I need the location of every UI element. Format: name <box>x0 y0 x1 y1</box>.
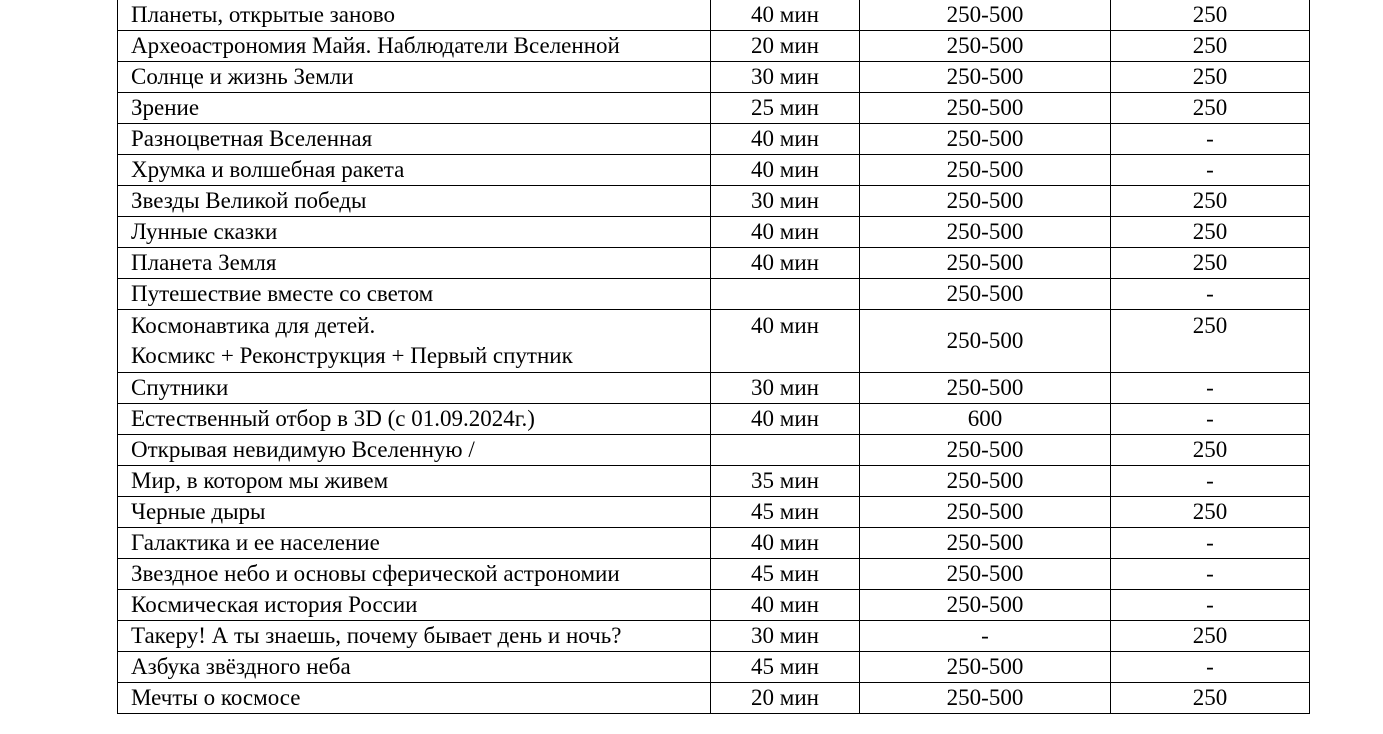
table-row <box>118 621 1310 652</box>
program-extra-price: 250 <box>1111 186 1310 217</box>
program-title: Такеру! А ты знаешь, почему бывает день и ночь? <box>118 621 711 652</box>
program-duration <box>711 435 860 466</box>
program-title: Звезды Великой победы <box>118 186 711 217</box>
table-row <box>118 62 1310 93</box>
program-title: Путешествие вместе со светом <box>118 279 711 310</box>
program-title: Естественный отбор в 3D (с 01.09.2024г.) <box>118 404 711 435</box>
table-row <box>118 93 1310 124</box>
program-extra-price: 250 <box>1111 621 1310 652</box>
program-extra-price: - <box>1111 155 1310 186</box>
program-extra-price: 250 <box>1111 683 1310 714</box>
program-extra-price: 250 <box>1111 93 1310 124</box>
program-price: 250-500 <box>860 155 1111 186</box>
program-price: 250-500 <box>860 559 1111 590</box>
program-title-line: Космикс + Реконструкция + Первый спутник <box>131 343 573 368</box>
program-title: Археоастрономия Майя. Наблюдатели Вселенной <box>118 31 711 62</box>
program-duration: 30 мин <box>711 186 860 217</box>
program-price: 250-500 <box>860 279 1111 310</box>
program-title: Звездное небо и основы сферической астрономии <box>118 559 711 590</box>
table-row <box>118 0 1310 31</box>
program-extra-price: 250 <box>1111 0 1310 31</box>
program-price: 250-500 <box>860 93 1111 124</box>
program-price: 250-500 <box>860 62 1111 93</box>
program-title: Мечты о космосе <box>118 683 711 714</box>
program-title: Мир, в котором мы живем <box>118 466 711 497</box>
program-duration: 30 мин <box>711 62 860 93</box>
table-row <box>118 248 1310 279</box>
program-duration <box>711 279 860 310</box>
table-row <box>118 528 1310 559</box>
program-extra-price: 250 <box>1111 31 1310 62</box>
program-duration: 40 мин <box>711 590 860 621</box>
program-extra-price: - <box>1111 559 1310 590</box>
table-row <box>118 31 1310 62</box>
program-duration: 40 мин <box>711 310 860 373</box>
program-duration: 45 мин <box>711 559 860 590</box>
program-price: 250-500 <box>860 466 1111 497</box>
program-title: Планета Земля <box>118 248 711 279</box>
table-row <box>118 155 1310 186</box>
program-price: 250-500 <box>860 683 1111 714</box>
program-extra-price: 250 <box>1111 248 1310 279</box>
program-extra-price: - <box>1111 590 1310 621</box>
program-schedule-table <box>117 0 1310 714</box>
table-row <box>118 652 1310 683</box>
program-price: 250-500 <box>860 497 1111 528</box>
program-title: Спутники <box>118 373 711 404</box>
program-price: 250-500 <box>860 590 1111 621</box>
program-title: Зрение <box>118 93 711 124</box>
program-title: Галактика и ее население <box>118 528 711 559</box>
program-duration: 40 мин <box>711 155 860 186</box>
program-extra-price: - <box>1111 279 1310 310</box>
program-price: 250-500 <box>860 373 1111 404</box>
table-row <box>118 279 1310 310</box>
table-row <box>118 217 1310 248</box>
program-price: 250-500 <box>860 31 1111 62</box>
program-price: 250-500 <box>860 528 1111 559</box>
program-duration: 40 мин <box>711 0 860 31</box>
program-duration: 20 мин <box>711 31 860 62</box>
table-row <box>118 559 1310 590</box>
program-duration: 40 мин <box>711 124 860 155</box>
table-row <box>118 435 1310 466</box>
table-row <box>118 186 1310 217</box>
program-duration: 30 мин <box>711 373 860 404</box>
program-extra-price: 250 <box>1111 217 1310 248</box>
table-row <box>118 683 1310 714</box>
table-row <box>118 590 1310 621</box>
program-extra-price: - <box>1111 528 1310 559</box>
program-extra-price: - <box>1111 404 1310 435</box>
program-duration: 45 мин <box>711 652 860 683</box>
program-price: 250-500 <box>860 124 1111 155</box>
program-title-line: Космонавтика для детей. <box>131 313 376 338</box>
table-row <box>118 124 1310 155</box>
program-duration: 40 мин <box>711 404 860 435</box>
program-duration: 35 мин <box>711 466 860 497</box>
program-title: Разноцветная Вселенная <box>118 124 711 155</box>
program-duration: 20 мин <box>711 683 860 714</box>
program-title: Открывая невидимую Вселенную / <box>118 435 711 466</box>
program-extra-price: 250 <box>1111 435 1310 466</box>
program-title: Солнце и жизнь Земли <box>118 62 711 93</box>
program-extra-price: 250 <box>1111 310 1310 373</box>
table-row <box>118 466 1310 497</box>
program-title <box>118 310 711 373</box>
program-extra-price: - <box>1111 124 1310 155</box>
program-duration: 40 мин <box>711 248 860 279</box>
program-price: 250-500 <box>860 310 1111 373</box>
program-price: 250-500 <box>860 248 1111 279</box>
program-extra-price: - <box>1111 466 1310 497</box>
program-title: Космическая история России <box>118 590 711 621</box>
table-row <box>118 310 1310 373</box>
program-title: Черные дыры <box>118 497 711 528</box>
program-price: - <box>860 621 1111 652</box>
program-title: Хрумка и волшебная ракета <box>118 155 711 186</box>
program-duration: 30 мин <box>711 621 860 652</box>
table-row <box>118 404 1310 435</box>
program-price: 250-500 <box>860 186 1111 217</box>
program-duration: 45 мин <box>711 497 860 528</box>
program-extra-price: 250 <box>1111 497 1310 528</box>
program-title: Планеты, открытые заново <box>118 0 711 31</box>
program-duration: 25 мин <box>711 93 860 124</box>
program-extra-price: - <box>1111 652 1310 683</box>
program-extra-price: 250 <box>1111 62 1310 93</box>
program-price: 250-500 <box>860 0 1111 31</box>
program-title: Лунные сказки <box>118 217 711 248</box>
program-duration: 40 мин <box>711 528 860 559</box>
program-price: 250-500 <box>860 435 1111 466</box>
program-duration: 40 мин <box>711 217 860 248</box>
program-price: 250-500 <box>860 652 1111 683</box>
program-extra-price: - <box>1111 373 1310 404</box>
program-title: Азбука звёздного неба <box>118 652 711 683</box>
program-price: 250-500 <box>860 217 1111 248</box>
table-row <box>118 373 1310 404</box>
program-price: 600 <box>860 404 1111 435</box>
table-row <box>118 497 1310 528</box>
